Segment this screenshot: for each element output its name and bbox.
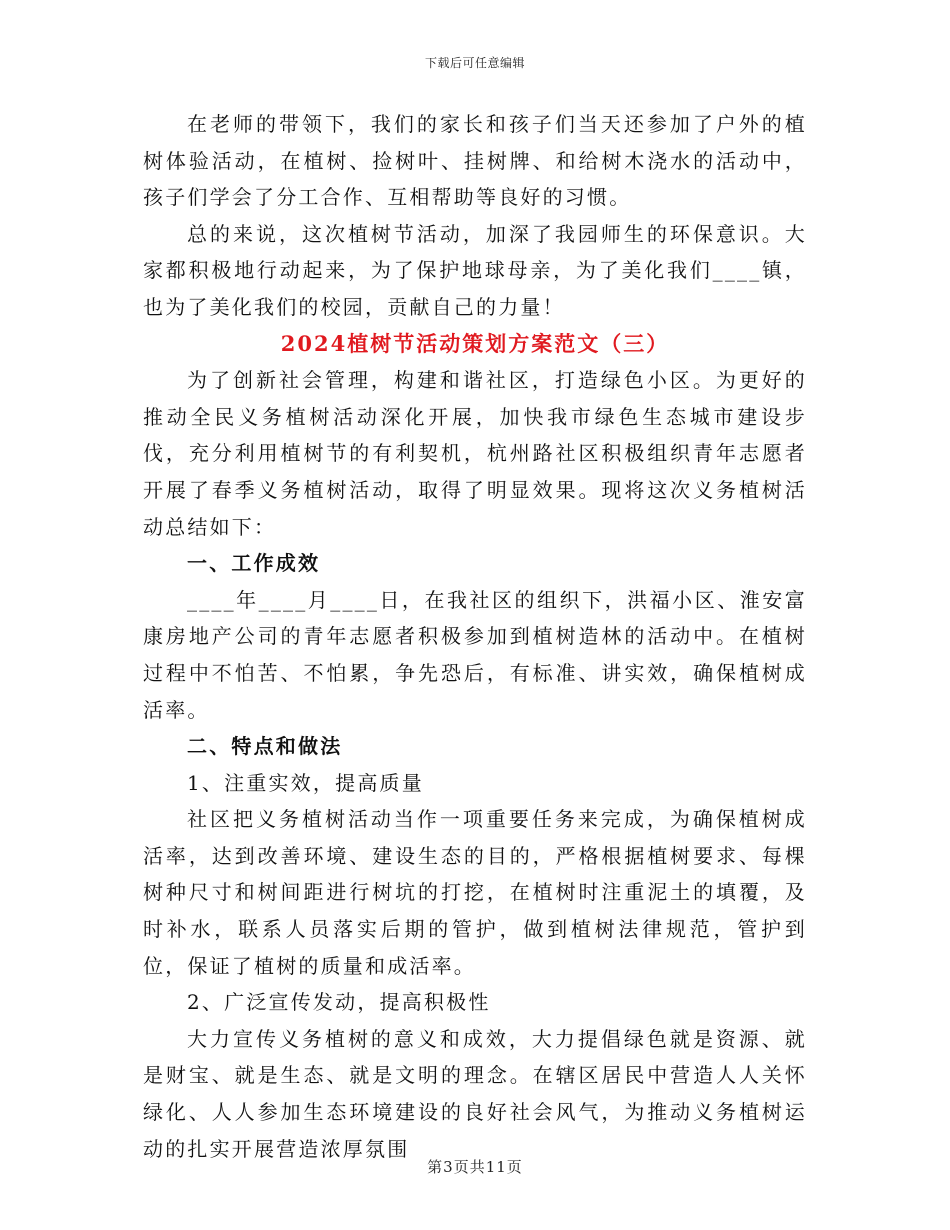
paragraph-intro: 为了创新社会管理，构建和谐社区，打造绿色小区。为更好的推动全民义务植树活动深化开展，加快我市绿色生态城市建设步伐，充分利用植树节的有利契机，杭州路社区积极组织青年志愿者开展了春季义务植树活动，取得了明显效果。现将这次义务植树活动总结如下： <box>143 368 807 539</box>
paragraph-work-results: ____年____月____日，在我社区的组织下，洪福小区、淮安富康房地产公司的青年志愿者积极参加到植树造林的活动中。在植树过程中不怕苦、不怕累，争先恐后，有标准、讲实效，确保植树成活率。 <box>143 587 807 722</box>
paragraph-publicity: 大力宣传义务植树的意义和成效，大力提倡绿色就是资源、就是财宝、就是生态、就是文明的理念。在辖区居民中营造人人关怀绿化、人人参加生态环境建设的良好社会风气，为推动义务植树运动的扎实开展营造浓厚氛围 <box>143 1026 807 1161</box>
heading-features-methods: 二、特点和做法 <box>187 734 343 759</box>
document-body <box>143 106 807 1167</box>
page-header-note: 下载后可任意编辑 <box>424 56 525 70</box>
paragraph-summary: 总的来说，这次植树节活动，加深了我园师生的环保意识。大家都积极地行动起来，为了保护地球母亲，为了美化我们____镇，也为了美化我们的校园，贡献自己的力量！ <box>143 221 807 319</box>
section-title: 2024植树节活动策划方案范文（三） <box>280 330 670 356</box>
subheading-publicity: 2、广泛宣传发动，提高积极性 <box>187 990 491 1015</box>
subheading-quality: 1、注重实效，提高质量 <box>187 770 424 795</box>
paragraph-quality: 社区把义务植树活动当作一项重要任务来完成，为确保植树成活率，达到改善环境、建设生态的目的，严格根据植树要求、每棵树种尺寸和树间距进行树坑的打挖，在植树时注重泥土的填覆，及时补水，联系人员落实后期的管护，做到植树法律规范，管护到位，保证了植树的质量和成活率。 <box>143 807 807 978</box>
paragraph-planting-experience: 在老师的带领下，我们的家长和孩子们当天还参加了户外的植树体验活动，在植树、捡树叶、挂树牌、和给树木浇水的活动中，孩子们学会了分工合作、互相帮助等良好的习惯。 <box>143 112 807 210</box>
heading-work-results: 一、工作成效 <box>187 551 321 576</box>
page-number: 第3页共11页 <box>427 1158 523 1176</box>
